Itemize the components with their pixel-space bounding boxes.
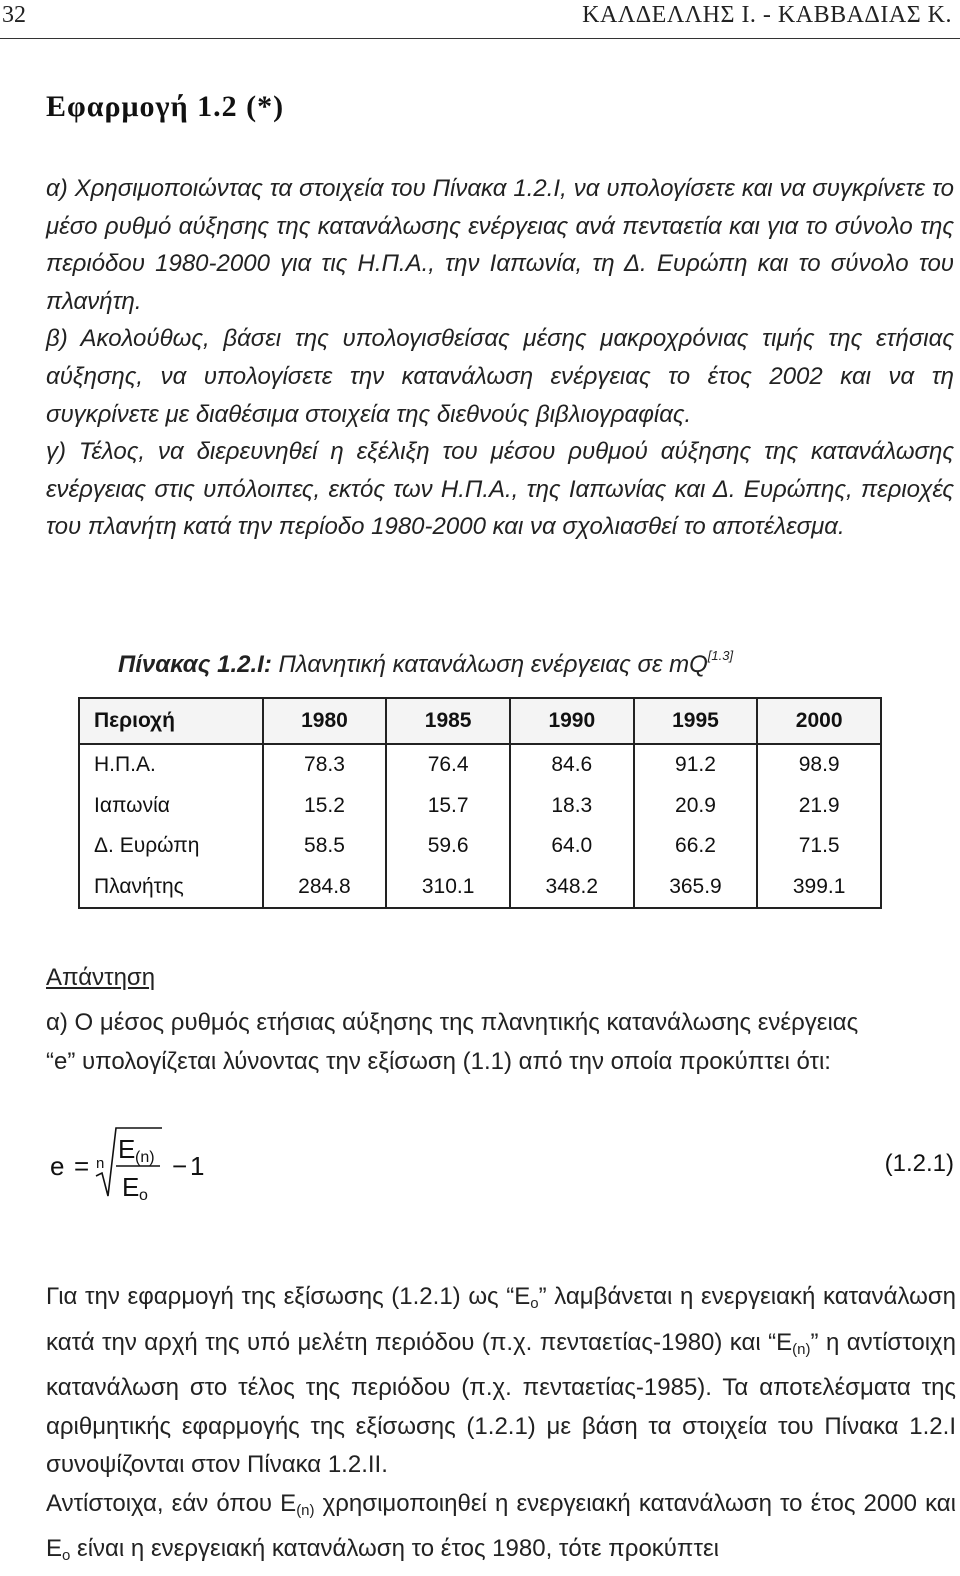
table-caption-text: Πλανητική κατανάλωση ενέργειας σε mQ [271,651,708,678]
table-cell: 91.2 [634,744,758,786]
problem-part-b: β) Ακολούθως, βάσει της υπολογισθείσας μέσης μακροχρόνιας τιμής της ετήσιας αύξησης, να υπολογίσετε την κατανάλωση ενέργειας το έτος 2002 και να τη συγκρίνετε με διαθέσιμα στοιχεία της διεθνούς βιβλιογραφίας. [46,325,954,428]
problem-statement [4,170,954,546]
table-cell: 58.5 [263,826,387,867]
problem-part-c: γ) Τέλος, να διερευνηθεί η εξέλιξη του μέσου ρυθμού αύξησης της κατανάλωσης ενέργειας στις υπόλοιπες, εκτός των Η.Π.Α., της Ιαπωνίας και Δ. Ευρώπης, περιοχές του πλανήτη κατά την περίοδο 1980-2000 και να σχολιασθεί το αποτέλεσμα. [46,438,954,541]
table-cell: 59.6 [386,826,510,867]
table-cell: Πλανήτης [79,867,263,909]
equation-equals: = [74,1151,90,1181]
running-title: ΚΑΛΔΕΛΛΗΣ Ι. - ΚΑΒΒΑΔΙΑΣ Κ. [582,2,952,28]
table-header-row [79,698,881,744]
table-caption [118,648,733,679]
table-cell: 64.0 [510,826,634,867]
table-cell: 76.4 [386,744,510,786]
table-cell: Ιαπωνία [79,786,263,827]
table-cell: 84.6 [510,744,634,786]
equation-svg [50,1118,350,1218]
table-header-cell: 2000 [757,698,881,744]
answer-part-a [4,1004,954,1081]
explanation-paragraph-1: Για την εφαρμογή της εξίσωσης (1.2.1) ως “$E_o$” λαμβάνεται η ενεργειακή κατανάλωση κατά την αρχή της υπό μελέτη περιόδου (π.χ. πενταετίας-1980) και “$E_{(n)}$” η αντίστοιχη κατανάλωση στο τέλος της περιόδου (π.χ. πενταετίας-1985). Τα αποτελέσματα της αριθμητικής εφαρμογής της εξίσωσης (1.2.1) με βάση τα στοιχεία του Πίνακα 1.2.Ι συνοψίζονται στον Πίνακα 1.2.ΙΙ. [46,1283,957,1478]
answer-explanation [4,1278,956,1576]
table-cell: 365.9 [634,867,758,909]
answer-a-line1: α) Ο μέσος ρυθμός ετήσιας αύξησης της πλανητικής κατανάλωσης ενέργειας [46,1009,859,1036]
table-header-cell: Περιοχή [79,698,263,744]
table-header-cell: 1980 [263,698,387,744]
numerator-subscript: (n) [135,1149,155,1166]
energy-table [78,697,882,909]
table-cell: 20.9 [634,786,758,827]
section-title: Εφαρμογή 1.2 (*) [46,90,285,123]
table-row [79,786,881,827]
table-row [79,826,881,867]
table-cell: Δ. Ευρώπη [79,826,263,867]
table-cell: 71.5 [757,826,881,867]
equation-one: 1 [190,1151,205,1181]
table-cell: 98.9 [757,744,881,786]
page-header [0,0,960,48]
table-header-cell: 1985 [386,698,510,744]
explanation-paragraph-2: Αντίστοιχα, εάν όπου $E_{(n)}$ χρησιμοποιηθεί η ενεργειακή κατανάλωση το έτος 2000 και $E_o$ είναι η ενεργειακή κατανάλωση το έτος 1980, τότε προκύπτει [46,1489,956,1564]
table-cell: 399.1 [757,867,881,909]
problem-part-a: α) Χρησιμοποιώντας τα στοιχεία του Πίνακα 1.2.Ι, να υπολογίσετε και να συγκρίνετε το μέσο ρυθμό αύξησης της κατανάλωσης ενέργειας ανά πενταετία και για το σύνολο της περιόδου 1980-2000 για τις Η.Π.Α., την Ιαπωνία, τη Δ. Ευρώπη και το σύνολο του πλανήτη. [46,175,954,315]
table-header-cell: 1990 [510,698,634,744]
denominator-symbol: E [122,1172,140,1202]
table-header-cell: 1995 [634,698,758,744]
table-row [79,744,881,786]
table-row [79,867,881,909]
table-cell: 21.9 [757,786,881,827]
answer-heading: Απάντηση [46,964,156,991]
equation-1-2-1 [50,1118,956,1218]
table-cell: 310.1 [386,867,510,909]
table-cell: 66.2 [634,826,758,867]
equation-minus: − [172,1151,188,1181]
table-caption-ref: [1.3] [707,648,734,663]
table-cell: 15.2 [263,786,387,827]
table-cell: 15.7 [386,786,510,827]
table-cell: 78.3 [263,744,387,786]
table-cell: 348.2 [510,867,634,909]
table-caption-label: Πίνακας 1.2.Ι: [118,651,272,678]
table-cell: 284.8 [263,867,387,909]
equation-number: (1.2.1) [884,1150,954,1177]
table-cell: Η.Π.Α. [79,744,263,786]
table-cell: 18.3 [510,786,634,827]
page-number: 32 [2,2,26,28]
denominator-subscript: o [139,1187,148,1204]
header-rule [0,38,960,39]
equation-root-index: n [96,1155,105,1172]
numerator-symbol: E [118,1134,136,1164]
equation-lhs: e [50,1151,65,1181]
answer-a-line2: “e” υπολογίζεται λύνοντας την εξίσωση (1.1) από την οποία προκύπτει ότι: [46,1047,831,1075]
